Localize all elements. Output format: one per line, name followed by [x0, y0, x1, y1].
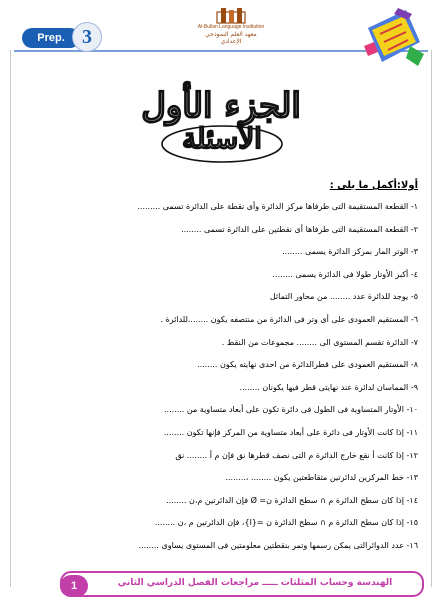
questions-title: الأسئلة	[182, 122, 262, 155]
footer-text: الهندسة وحساب المثلثات ـــــ مراجعات الفصل الدراسي الثاني	[117, 578, 393, 588]
question-item: ٥- يوجد للدائرة عدد ........ من محاور التماثل	[269, 292, 418, 302]
question-item: ٧- الدائرة تقسم المستوى الى ........ مجموعات من النقط .	[221, 337, 418, 347]
institute-logo	[196, 6, 266, 44]
question-item: ٣- الوتر المار بمركز الدائرة يسمى ........	[282, 247, 418, 257]
question-item: ٢- القطعة المستقيمة التى طرفاها أى نقطتين على الدائرة تسمى ........	[181, 224, 418, 234]
clipboard-clipart-icon	[362, 6, 426, 68]
question-item: ١- القطعة المستقيمة التى طرفاها مركز الدائرة وأى نقطة على الدائرة تسمى .........	[137, 202, 418, 211]
question-item: ١٢- إذا كانت أ نقع خارج الدائرة م التى نصف قطرها نق فإن م أ ........ نق	[175, 450, 418, 460]
question-list	[18, 198, 418, 560]
grade-badge	[22, 22, 102, 50]
institute-logo-icon	[215, 6, 247, 24]
question-item: ١٣- خط المركزين لدائرتين متقاطعتين يكون ........ ،........	[225, 473, 418, 483]
prep-label: Prep.	[22, 28, 80, 48]
question-item: ١٦- عدد الدوائرالتى يمكن رسمها وتمر بنقطتين معلومتين فى المستوى يساوى ........	[138, 540, 418, 550]
part-title: الجزء الأول	[141, 86, 301, 126]
question-item: ١٠- الأوتار المتساوية فى الطول فى دائرة تكون على أبعاد متساوية من ........	[163, 405, 418, 415]
question-item: ٤- أكبر الأوتار طولا فى الدائرة يسمى ........	[272, 269, 418, 279]
question-item: ١٤- إذا كان سطح الدائرة م ∩ سطح الدائرة ن= Ø فإن الدائرتين م،ن ........	[166, 495, 418, 505]
right-border	[431, 50, 432, 587]
question-item: ١٥- إذا كان سطح الدائرة م ∩ سطح الدائرة ن ={ا}، فإن الدائرتين م ،ن ........	[154, 518, 418, 528]
question-item: ١١- إذا كانت الأوتار فى دائرة على أبعاد متساوية من المركز فإنها تكون ........	[163, 427, 418, 437]
logo-arabic-text: معهد العلم النموذجي الإعدادي	[205, 31, 257, 45]
question-item: ٨- المستقيم العمودى على قطرالدائرة من احدى نهايته يكون ........	[197, 360, 418, 370]
question-item: ٩- المماسان لدائرة عند نهايتى قطر فيها يكونان ........	[239, 382, 418, 392]
logo-english-text: Al-Bullan Language Institution	[197, 24, 265, 30]
questions-title-frame	[158, 120, 286, 164]
footer-banner	[60, 571, 424, 597]
grade-number: 3	[72, 22, 102, 52]
section-heading: أولا:أكمل ما يلى :	[329, 180, 418, 191]
question-item: ٦- المستقيم العمودى على أى وتر فى الدائرة من منتصفه يكون ........للدائرة .	[160, 314, 418, 324]
left-border	[10, 50, 11, 587]
page-number: 1	[60, 575, 88, 597]
